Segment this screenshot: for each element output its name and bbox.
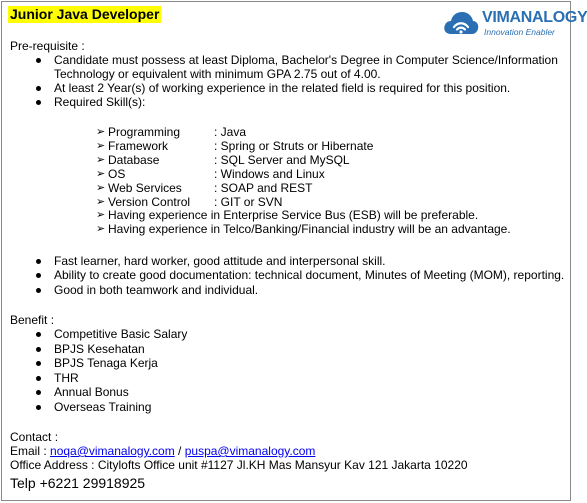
prerequisite-item: At least 2 Year(s) of working experience in the related field is required for this position. — [54, 81, 511, 95]
trait-item: Fast learner, hard worker, good attitude and interpersonal skill. — [54, 254, 386, 268]
email-separator: / — [174, 444, 185, 458]
benefit-item: Overseas Training — [54, 400, 152, 414]
prerequisite-heading: Pre-requisite : — [10, 39, 85, 53]
email-line — [10, 444, 315, 458]
arrow-bullet-icon: ➢ — [96, 140, 106, 152]
prerequisite-item: Required Skill(s): — [54, 95, 146, 109]
bullet — [36, 288, 41, 293]
logo-name: VIMANALOGY — [482, 9, 587, 26]
bullet — [36, 347, 41, 352]
skill-name: Database — [108, 153, 160, 167]
skill-name: Web Services — [108, 181, 182, 195]
prerequisite-item: Technology or equivalent with minimum GPA 2.75 out of 4.00. — [54, 67, 381, 81]
arrow-bullet-icon: ➢ — [96, 223, 106, 235]
arrow-bullet-icon: ➢ — [96, 154, 106, 166]
contact-heading: Contact : — [10, 430, 59, 444]
cloud-wifi-icon — [442, 7, 480, 39]
bullet — [36, 100, 41, 105]
skill-name: OS — [108, 167, 126, 181]
bullet — [36, 390, 41, 395]
office-address: Office Address : Citylofts Office unit #1127 Jl.KH Mas Mansyur Kav 121 Jakarta 10220 — [10, 458, 468, 472]
logo-tagline: Innovation Enabler — [484, 27, 555, 37]
arrow-bullet-icon: ➢ — [96, 209, 106, 221]
skill-value: : SOAP and REST — [214, 181, 313, 195]
skill-value: : SQL Server and MySQL — [214, 153, 350, 167]
trait-item: Ability to create good documentation: technical document, Minutes of Meeting (MOM), reporting. — [54, 268, 565, 282]
bullet — [36, 332, 41, 337]
skill-value: : Spring or Struts or Hibernate — [214, 139, 374, 153]
email-link-noqa[interactable]: noqa@vimanalogy.com — [50, 444, 175, 458]
skill-name: Version Control — [108, 195, 191, 209]
skill-value: : Windows and Linux — [214, 167, 325, 181]
arrow-bullet-icon: ➢ — [96, 196, 106, 208]
arrow-bullet-icon: ➢ — [96, 168, 106, 180]
benefit-heading: Benefit : — [10, 313, 55, 327]
email-link-puspa[interactable]: puspa@vimanalogy.com — [184, 444, 316, 458]
trait-item: Good in both teamwork and individual. — [54, 283, 259, 297]
company-logo — [442, 6, 587, 40]
benefit-item: THR — [54, 371, 79, 385]
skill-note: Having experience in Enterprise Service Bus (ESB) will be preferable. — [108, 208, 479, 222]
bullet — [36, 58, 41, 63]
skill-name: Framework — [108, 139, 169, 153]
prerequisite-item: Candidate must possess at least Diploma, Bachelor's Degree in Computer Science/Information — [54, 53, 558, 67]
arrow-bullet-icon: ➢ — [96, 182, 106, 194]
skill-note: Having experience in Telco/Banking/Financial industry will be an advantage. — [108, 222, 511, 236]
skill-value: : Java — [214, 125, 247, 139]
bullet — [36, 259, 41, 264]
benefit-item: Annual Bonus — [54, 385, 129, 399]
benefit-item: BPJS Kesehatan — [54, 342, 145, 356]
bullet — [36, 376, 41, 381]
bullet — [36, 405, 41, 410]
skill-name: Programming — [108, 125, 181, 139]
job-title: Junior Java Developer — [10, 6, 160, 22]
benefit-item: BPJS Tenaga Kerja — [54, 356, 158, 370]
bullet — [36, 273, 41, 278]
phone-number: Telp +6221 29918925 — [10, 475, 146, 491]
bullet — [36, 86, 41, 91]
bullet — [36, 361, 41, 366]
email-label: Email : — [10, 444, 51, 458]
arrow-bullet-icon: ➢ — [96, 126, 106, 138]
skill-value: : GIT or SVN — [214, 195, 283, 209]
benefit-item: Competitive Basic Salary — [54, 327, 188, 341]
